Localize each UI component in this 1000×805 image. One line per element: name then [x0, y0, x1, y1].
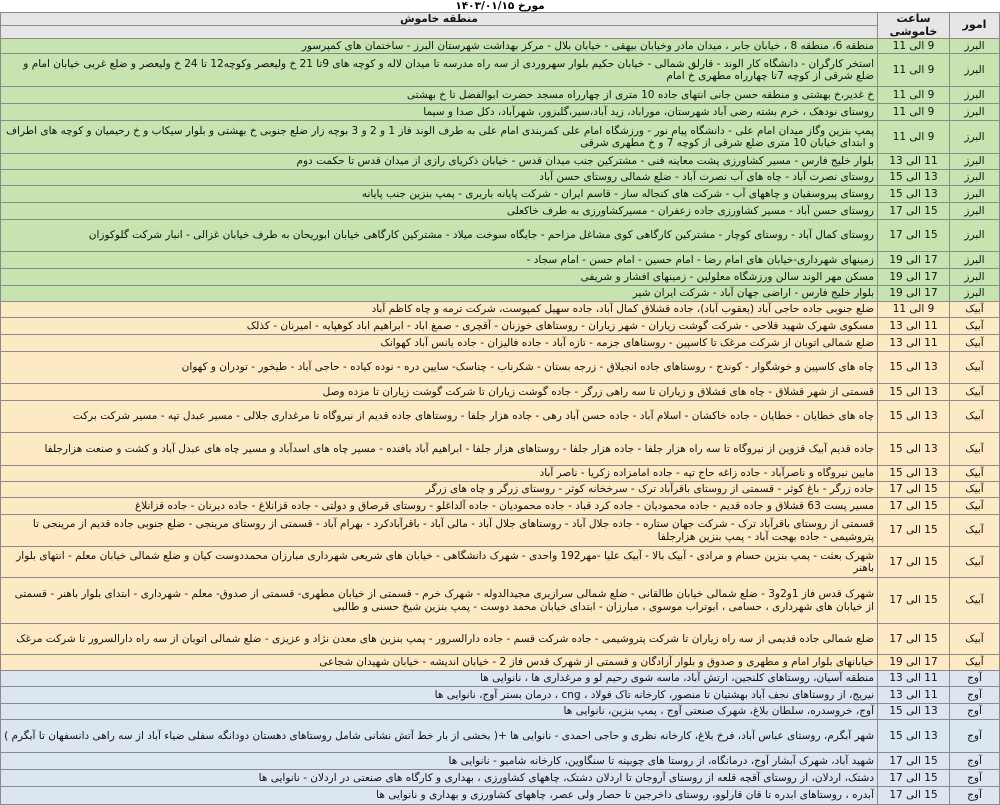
table-row [1, 220, 1000, 252]
region-cell: البرز [950, 269, 1000, 286]
area-cell: چاه های کاسپین و خوشگوار - کوندج - روستاهای جاده انجیلاق - زرجه بستان - شکرناب - چناسک- سایین دره - نوده کیاده - حاجی آباد - طیخور - تودران و کهوان [1, 352, 878, 384]
time-cell: 15 الی 17 [878, 498, 950, 515]
time-cell: 13 الی 15 [878, 384, 950, 401]
area-cell: روستای پیروسفیان و چاههای آب - شرکت های کنجاله ساز - قاسم ایران - شرکت پایانه باربری - پمپ بنزین جنب پایانه [1, 186, 878, 203]
region-cell: آوج [950, 753, 1000, 770]
area-cell: جاده قدیم آبیک قزوین از نیروگاه تا سه راه هزار جلفا - جاده هزار جلفا - روستاهای هزار جلفا - ابراهیم آباد بافنده - مسیر چاه های اسدآباد و مسیر چاه های عبدل آباد و کشت و صنعت هزارجلفا [1, 433, 878, 466]
table-row [1, 154, 1000, 170]
table-body [1, 39, 1000, 805]
time-cell: 13 الی 15 [878, 170, 950, 186]
region-cell: آبیک [950, 578, 1000, 624]
area-cell: چاه های خطایان - خطایان - جاده خاکشان - اسلام آباد - جاده حسن آباد رهی - جاده هزار جلفا - روستاهای جاده قدیم از نیروگاه تا مرغداری جلالی - مسیر عبدل تپه - مسیر شرکت برکت [1, 401, 878, 433]
area-cell: استخر کارگران - دانشگاه کار الوند - قارلق شمالی - خیابان حکیم بلوار سهروردی از سه راه مدرسه تا میدان لاله و کوچه های 9تا 21 خ ولیعصر وکوچه12 تا 24 خ ولیعصر و ضلع غربی خیابان امام و ضلع شرقی از کوچه 7تا چهارراه مطهری خ امام [1, 54, 878, 87]
time-cell: 9 الی 11 [878, 302, 950, 318]
region-cell: آوج [950, 687, 1000, 704]
time-cell: 17 الی 19 [878, 655, 950, 671]
outage-table [0, 12, 1000, 805]
table-row [1, 39, 1000, 54]
region-cell: آوج [950, 770, 1000, 787]
region-cell: آوج [950, 720, 1000, 753]
header-area-spacer [1, 26, 878, 39]
table-row [1, 624, 1000, 655]
region-cell: آوج [950, 671, 1000, 687]
time-cell: 13 الی 15 [878, 352, 950, 384]
region-cell: البرز [950, 39, 1000, 54]
region-cell: البرز [950, 286, 1000, 302]
time-cell: 13 الی 15 [878, 433, 950, 466]
area-cell: مابین نیروگاه و ناصرآباد - جاده زاغه حاج تپه - جاده امامزاده زکریا - ناصر آباد [1, 466, 878, 482]
area-cell: مسکن مهر الوند سالن ورزشگاه معلولین - زمینهای افشار و شریفی [1, 269, 878, 286]
time-cell: 9 الی 11 [878, 104, 950, 121]
region-cell: آبیک [950, 335, 1000, 352]
table-row [1, 335, 1000, 352]
time-cell: 15 الی 17 [878, 515, 950, 547]
time-cell: 9 الی 11 [878, 121, 950, 154]
table-row [1, 720, 1000, 753]
table-row [1, 318, 1000, 335]
table-row [1, 54, 1000, 87]
time-cell: 15 الی 17 [878, 624, 950, 655]
area-cell: روستای نصرت آباد - چاه های آب نصرت آباد - ضلع شمالی روستای حسن آباد [1, 170, 878, 186]
time-cell: 11 الی 13 [878, 318, 950, 335]
table-row [1, 753, 1000, 770]
region-cell: البرز [950, 121, 1000, 154]
region-cell: آوج [950, 787, 1000, 805]
time-cell: 9 الی 11 [878, 87, 950, 104]
region-cell: آبیک [950, 433, 1000, 466]
time-cell: 15 الی 17 [878, 578, 950, 624]
table-row [1, 466, 1000, 482]
area-cell: ضلع جنوبی جاده حاجی آباد (یعقوب آباد)، جاده قشلاق کمال آباد، جاده سهیل کمپوست، شرکت ترمه و چاه کاظم آباد [1, 302, 878, 318]
time-cell: 9 الی 11 [878, 54, 950, 87]
region-cell: البرز [950, 252, 1000, 269]
time-cell: 15 الی 17 [878, 203, 950, 220]
area-cell: منطقه 6، منطقه 8 ، خیابان جابر ، میدان مادر وخیابان بیهقی - خیابان بلال - مرکز بهداشت شهرستان البرز - ساختمان های کمپرسور [1, 39, 878, 54]
time-cell: 11 الی 13 [878, 687, 950, 704]
table-row [1, 252, 1000, 269]
time-cell: 15 الی 17 [878, 770, 950, 787]
area-cell: خیابانهای بلوار امام و مطهری و صدوق و بلوار آزادگان و قسمتی از شهرک قدس فاز 2 - خیابان اندیشه - خیابان شهیدان شجاعی [1, 655, 878, 671]
header-area: منطقه خاموش [1, 13, 878, 26]
region-cell: آبیک [950, 401, 1000, 433]
region-cell: البرز [950, 170, 1000, 186]
region-cell: البرز [950, 203, 1000, 220]
header-region: امور [950, 13, 1000, 39]
area-cell: مسکوی شهرک شهید فلاحی - شرکت گوشت زیاران - شهر زیاران - روستاهای خوزنان - آقچری - صمغ اباد - ابراهیم اباد کوهپایه - امیرنان - کذلک [1, 318, 878, 335]
table-row [1, 286, 1000, 302]
table-row [1, 87, 1000, 104]
area-cell: شهرک بعثت - پمپ بنزین حسام و مرادی - آبیک بالا - آبیک علیا -مهر192 واحدی - شهرک دانشگاهی - خیابان های شریعی شهرداری مبارزان محمددوست کیان و ضلع شمالی خیابان معلم - انتهای بلوار باهنر [1, 547, 878, 578]
region-cell: البرز [950, 54, 1000, 87]
area-cell: بلوار خلیج فارس - اراضی جهان آباد - شرکت ایران شیر [1, 286, 878, 302]
area-cell: روستای نودهک ، خرم بشته رضی آباد شهرستان، موراباد، زید آباد،سیر،گلبزور، شهرآباد، دکل صدا و سیما [1, 104, 878, 121]
table-row [1, 578, 1000, 624]
region-cell: آبیک [950, 384, 1000, 401]
time-cell: 15 الی 17 [878, 482, 950, 498]
area-cell: شهید آباد، شهرک آبشار آوج، درمانگاه، از روستا های چوبینه تا سنگاوین، کارخانه شامیو - نانوایی ها [1, 753, 878, 770]
area-cell: خ غدیر،خ بهشتی و منطقه حسن جانی انتهای جاده 10 متری از چهارراه مسجد حضرت ابوالفضل تا خ بهشتی [1, 87, 878, 104]
region-cell: آبیک [950, 515, 1000, 547]
table-row [1, 515, 1000, 547]
table-row [1, 547, 1000, 578]
table-row [1, 352, 1000, 384]
region-cell: البرز [950, 186, 1000, 203]
time-cell: 15 الی 17 [878, 787, 950, 805]
table-row [1, 203, 1000, 220]
region-cell: آبیک [950, 352, 1000, 384]
table-row [1, 384, 1000, 401]
header-time: ساعت خاموشی [878, 13, 950, 39]
area-cell: جاده زرگر - باغ کوثر - قسمتی از روستای باقرآباد ترک - سرخخانه کوثر - روستای زرگر و چاه های زرگر [1, 482, 878, 498]
region-cell: البرز [950, 220, 1000, 252]
area-cell: ضلع شمالی اتوبان از شرکت مرغک تا کاسپین - روستاهای جزمه - تازه آباد - جاده فالیزان - جاده یانس آباد کهوانک [1, 335, 878, 352]
time-cell: 11 الی 13 [878, 335, 950, 352]
table-row [1, 401, 1000, 433]
area-cell: نیریج، از روستاهای نجف آباد بهشتیان تا منصور، کارخانه تاک فولاد ، cng ، درمان بستر آوج، نانوایی ها [1, 687, 878, 704]
area-cell: زمینهای شهرداری-خیابان های امام رضا - امام حسین - امام حسن - امام سجاد - [1, 252, 878, 269]
region-cell: آبیک [950, 498, 1000, 515]
time-cell: 13 الی 15 [878, 704, 950, 720]
region-cell: آوج [950, 704, 1000, 720]
area-cell: شهر آبگرم، روستای عباس آباد، فرخ بلاغ، کارخانه نظری و حاجی احمدی - نانوایی ها +( بخشی از بار خط آتش نشانی شامل روستاهای دهستان دودانگه سفلی ضیاء آباد از سه راهی دانسفهان تا آبگرم ) [1, 720, 878, 753]
table-row [1, 671, 1000, 687]
table-row [1, 104, 1000, 121]
table-row [1, 121, 1000, 154]
region-cell: البرز [950, 104, 1000, 121]
region-cell: آبیک [950, 318, 1000, 335]
table-row [1, 687, 1000, 704]
time-cell: 13 الی 15 [878, 186, 950, 203]
area-cell: قسمتی از شهر قشلاق - چاه های قشلاق و زیاران تا سه راهی زرگر - جاده گوشت زیاران تا شرکت گوشت زیاران تا مزده وصل [1, 384, 878, 401]
time-cell: 15 الی 17 [878, 547, 950, 578]
region-cell: آبیک [950, 655, 1000, 671]
region-cell: البرز [950, 154, 1000, 170]
table-row [1, 186, 1000, 203]
time-cell: 15 الی 17 [878, 220, 950, 252]
area-cell: مسیر پست 63 قشلاق و جاده قدیم - جاده محمودیان - جاده کرد قباد - جاده محمودیان - جاده آلداغلو - روستای قرصاق و دولتی - جاده قزانلاغ - جاده دیرنان - جاده قزانلاغ [1, 498, 878, 515]
table-row [1, 433, 1000, 466]
area-cell: ضلع شمالی جاده قدیمی از سه راه زیاران تا شرکت پتروشیمی - جاده شرکت قسم - جاده دارالسرور - پمپ بنزین های معدن نژاد و عزیزی - ضلع شمالی اتوبان از سه راه دارالسرور تا شرکت مرغک [1, 624, 878, 655]
region-cell: آبیک [950, 547, 1000, 578]
time-cell: 17 الی 19 [878, 269, 950, 286]
time-cell: 17 الی 19 [878, 286, 950, 302]
region-cell: آبیک [950, 624, 1000, 655]
time-cell: 15 الی 17 [878, 753, 950, 770]
table-row [1, 787, 1000, 805]
table-row [1, 302, 1000, 318]
table-row [1, 482, 1000, 498]
table-row [1, 655, 1000, 671]
area-cell: دشتک، اردلان، از روستای آقچه قلعه از روستای آروجان تا اردلان دشتک، چاههای کشاورزی ، بهداری و کارگاه های صنعتی در اردلان - نانوایی ها [1, 770, 878, 787]
area-cell: منطقه آسیان، روستاهای کلنجین، ارتش آباد، ماسه شوی رحیم لو و مرغداری ها ، نانوایی ها [1, 671, 878, 687]
table-row [1, 269, 1000, 286]
table-row [1, 770, 1000, 787]
date-line: مورخ ۱۴۰۳/۰۱/۱۵ [455, 0, 545, 12]
time-cell: 11 الی 13 [878, 671, 950, 687]
region-cell: آبیک [950, 466, 1000, 482]
table-row [1, 704, 1000, 720]
table-row [1, 498, 1000, 515]
time-cell: 13 الی 15 [878, 466, 950, 482]
time-cell: 11 الی 13 [878, 154, 950, 170]
time-cell: 13 الی 15 [878, 720, 950, 753]
area-cell: پمپ بنزین وگاز میدان امام علی - دانشگاه پیام نور - ورزشگاه امام علی کمربندی امام علی به طرف الوند فاز 1 و 2 و 3 بوچه زار ضلع جنوبی خ بهشتی و بلوار سیکاب و خ رحیمیان و کوچه های اطراف و ابتدای خیابان 10 متری ضلع شرقی از کوچه 7 و خ مطهری شرقی [1, 121, 878, 154]
time-cell: 9 الی 11 [878, 39, 950, 54]
area-cell: روستای کمال آباد - روستای کوچار - مشترکین کارگاهی کوی مشاغل مزاحم - جایگاه سوخت میلاد - مشترکین کارگاهی خیابان ابوریحان به طرف خیابان غزالی - انبار شرکت گلوکوزان [1, 220, 878, 252]
area-cell: شهرک قدس فاز 1و2و3 - ضلع شمالی خیابان طالقانی - ضلع شمالی سرازیری مجیدالدوله - شهرک خرم - قسمتی از خیابان مطهری- قسمتی از صدوق- معلم - شهرداری - ابتدای بلوار باهنر - قسمتی از خیابان های شهرداری ، حسامی ، ابوتراب موسوی ، مبارزان - ابتدای خیابان محمد دوست - پمپ بنزین شیخ حسنی و طالبی [1, 578, 878, 624]
region-cell: آبیک [950, 482, 1000, 498]
area-cell: روستای حسن آباد - مسیر کشاورزی جاده زعفران - مسیرکشاورزی به طرف خاکعلی [1, 203, 878, 220]
area-cell: آوج، خروسدره، سلطان بلاغ، شهرک صنعتی آوج ، پمپ بنزین، نانوایی ها [1, 704, 878, 720]
time-cell: 17 الی 19 [878, 252, 950, 269]
time-cell: 13 الی 15 [878, 401, 950, 433]
region-cell: آبیک [950, 302, 1000, 318]
area-cell: آبدره ، روستاهای ابدره تا قان قارلوو، روستای داخرجین تا حصار ولی عصر، چاههای کشاورزی و بهداری و نانوایی ها [1, 787, 878, 805]
area-cell: بلوار خلیج فارس - مسیر کشاورزی پشت معاینه فنی - مشترکین جنب میدان قدس - خیابان ذکریای رازی از میدان قدس تا حکمت دوم [1, 154, 878, 170]
table-row [1, 170, 1000, 186]
region-cell: البرز [950, 87, 1000, 104]
area-cell: قسمتی از روستای باقرآباد ترک - شرکت جهان ستاره - جاده جلال آباد - روستاهای جلال آباد - مالی آباد - باقرآبادکرد - بهرام آباد - قسمتی از روستای مرینجی - ضلع جنوبی جاده قدیم از مرینجی تا پتروشیمی - جاده بهجت آباد - پمپ بنزین هزارجلفا [1, 515, 878, 547]
